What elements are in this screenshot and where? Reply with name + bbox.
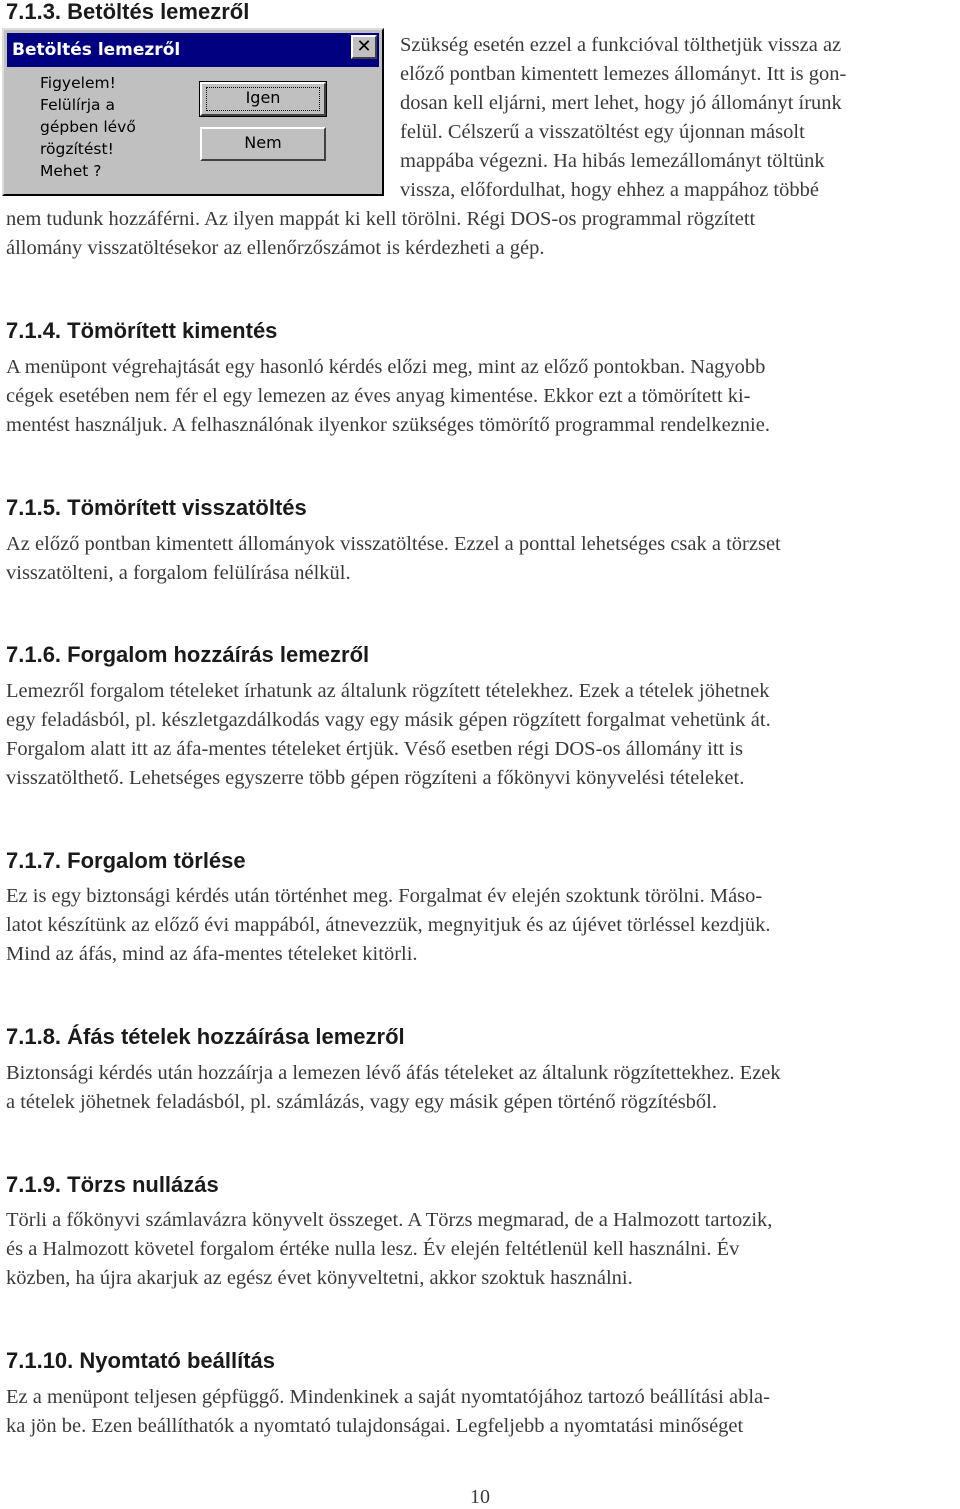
text-line: A menüpont végrehajtását egy hasonló kérdés előzi meg, mint az előző pontokban. Nagyobb (6, 356, 766, 378)
paragraph-7-1-9 (6, 1206, 956, 1293)
section-heading-7-1-10: 7.1.10. Nyomtató beállítás (6, 1348, 275, 1373)
paragraph-7-1-5 (6, 530, 956, 588)
section-heading-7-1-7: 7.1.7. Forgalom törlése (6, 848, 246, 873)
dialog-message-line: rögzítést! (40, 140, 114, 158)
no-button-label: Nem (244, 133, 282, 152)
yes-button-label: Igen (245, 88, 281, 107)
section-heading-7-1-4: 7.1.4. Tömörített kimentés (6, 318, 278, 343)
section-heading-7-1-9: 7.1.9. Törzs nullázás (6, 1172, 219, 1197)
text-line: mentést használjuk. A felhasználónak ilyenkor szükséges tömörítő programmal rendelkeznie. (6, 414, 770, 436)
text-line: felül. Célszerű a visszatöltést egy újonnan másolt (400, 121, 805, 143)
text-line: a tételek jöhetnek feladásból, pl. számlázás, vagy egy másik gépen történő rögzítésből. (6, 1091, 717, 1113)
text-line: és a Halmozott követel forgalom értéke nulla lesz. Év elején feltétlenül kell használni. Év (6, 1238, 740, 1260)
paragraph-7-1-3-wrapped (400, 31, 956, 205)
yes-button[interactable] (200, 82, 326, 116)
section-heading-7-1-8: 7.1.8. Áfás tételek hozzáírása lemezről (6, 1024, 405, 1049)
paragraph-7-1-3 (6, 205, 956, 263)
paragraph-7-1-6 (6, 677, 956, 793)
text-line: visszatölteni, a forgalom felülírása nélkül. (6, 562, 351, 584)
paragraph-7-1-7 (6, 882, 956, 969)
text-line: latot készítünk az előző évi mappából, átnevezzük, megnyitjuk és az újévet törléssel kezdjük. (6, 914, 771, 936)
dialog-title: Betöltés lemezről (7, 33, 379, 67)
dialog-message-line: Mehet ? (40, 162, 102, 180)
text-line: Törli a főkönyvi számlavázra könyvelt összeget. A Törzs megmarad, de a Halmozott tartozik, (6, 1209, 773, 1231)
text-line: Mind az áfás, mind az áfa-mentes tételeket kitörli. (6, 943, 418, 965)
page-number: 10 (470, 1486, 490, 1508)
focus-rect (206, 87, 320, 111)
text-line: ka jön be. Ezen beállíthatók a nyomtató tulajdonságai. Legfeljebb a nyomtatási minőséget (6, 1415, 744, 1437)
text-line: mappába végezni. Ha hibás lemezállományt töltünk (400, 150, 825, 172)
close-icon[interactable]: ✕ (351, 35, 377, 59)
section-heading-7-1-3: 7.1.3. Betöltés lemezről (6, 0, 250, 24)
text-line: Ez a menüpont teljesen gépfüggő. Mindenkinek a saját nyomtatójához tartozó beállítási abla- (6, 1386, 770, 1408)
text-line: Szükség esetén ezzel a funkcióval tölthetjük vissza az (400, 34, 842, 56)
text-line: Az előző pontban kimentett állományok visszatöltése. Ezzel a ponttal lehetséges csak a törzset (6, 533, 781, 555)
paragraph-7-1-10 (6, 1383, 956, 1441)
text-line: visszatölthető. Lehetséges egyszerre több gépen rögzíteni a főkönyvi könyvelési tételeket. (6, 767, 745, 789)
no-button[interactable] (200, 127, 326, 161)
text-line: Lemezről forgalom tételeket írhatunk az általunk rögzített tételekhez. Ezek a tételek jöhetnek (6, 680, 770, 702)
dialog-message-line: Figyelem! (40, 74, 116, 92)
section-heading-7-1-5: 7.1.5. Tömörített visszatöltés (6, 495, 307, 520)
paragraph-7-1-8 (6, 1059, 956, 1117)
text-line: dosan kell eljárni, mert lehet, hogy jó állományt írunk (400, 92, 842, 114)
text-line: Biztonsági kérdés után hozzáírja a lemezen lévő áfás tételeket az általunk rögzítettekhez. Ezek (6, 1062, 781, 1084)
text-line: vissza, előfordulhat, hogy ehhez a mappához többé (400, 179, 819, 201)
dialog-message-line: gépben lévő (40, 118, 136, 136)
paragraph-7-1-4 (6, 353, 956, 440)
dialog-message-line: Felülírja a (40, 96, 115, 114)
text-line: Ez is egy biztonsági kérdés után történhet meg. Forgalmat év elején szoktunk törölni. Máso- (6, 885, 763, 907)
dialog-box (2, 28, 384, 196)
text-line: közben, ha újra akarjuk az egész évet könyveltetni, akkor szoktuk használni. (6, 1267, 633, 1289)
text-line: előző pontban kimentett lemezes állományt. Itt is gon- (400, 63, 847, 85)
text-line: állomány visszatöltésekor az ellenőrzőszámot is kérdezheti a gép. (6, 237, 545, 259)
text-line: egy feladásból, pl. készletgazdálkodás vagy egy másik gépen rögzített forgalmat vehetünk át. (6, 709, 771, 731)
text-line: cégek esetében nem fér el egy lemezen az éves anyag kimentése. Ekkor ezt a tömörített ki- (6, 385, 751, 407)
dialog-message (40, 72, 136, 182)
text-line: Forgalom alatt itt az áfa-mentes tételeket értjük. Véső esetben régi DOS-os állomány itt is (6, 738, 744, 760)
text-line: nem tudunk hozzáférni. Az ilyen mappát ki kell törölni. Régi DOS-os programmal rögzített (6, 208, 756, 230)
section-heading-7-1-6: 7.1.6. Forgalom hozzáírás lemezről (6, 642, 370, 667)
